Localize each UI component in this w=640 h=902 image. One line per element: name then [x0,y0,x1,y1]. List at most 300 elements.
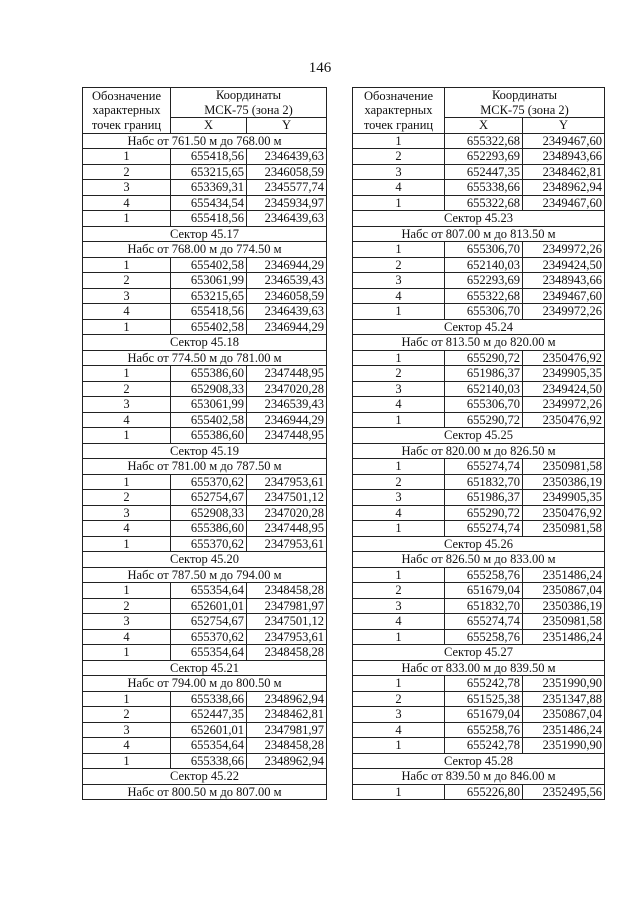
point-row [353,505,605,521]
y-coordinate: 2350981,58 [523,521,605,537]
section-label: Сектор 45.26 [353,536,605,552]
x-coordinate: 655418,56 [171,304,247,320]
point-row [83,490,327,506]
point-row [83,195,327,211]
point-number: 2 [353,149,445,165]
point-number: 3 [353,490,445,506]
coordinates-table-left [82,87,327,800]
y-coordinate: 2346944,29 [247,319,327,335]
section-row [353,428,605,444]
section-row [353,753,605,769]
section-label: Набс от 839.50 м до 846.00 м [353,769,605,785]
point-row [83,598,327,614]
point-row [353,164,605,180]
x-coordinate: 655402,58 [171,412,247,428]
section-row [353,226,605,242]
x-coordinate: 652908,33 [171,381,247,397]
x-coordinate: 655242,78 [445,738,523,754]
section-row [83,443,327,459]
point-row [83,164,327,180]
point-number: 3 [353,707,445,723]
y-coordinate: 2350386,19 [523,474,605,490]
x-coordinate: 653061,99 [171,397,247,413]
point-row [83,536,327,552]
x-coordinate: 655354,64 [171,738,247,754]
y-coordinate: 2346539,43 [247,397,327,413]
y-coordinate: 2346058,59 [247,288,327,304]
section-row [83,335,327,351]
point-row [353,490,605,506]
point-row [83,412,327,428]
x-coordinate: 651525,38 [445,691,523,707]
point-number: 1 [353,459,445,475]
point-number: 2 [83,598,171,614]
x-coordinate: 651679,04 [445,707,523,723]
point-row [83,738,327,754]
point-number: 1 [353,784,445,800]
point-row [353,397,605,413]
y-coordinate: 2346439,63 [247,149,327,165]
point-number: 3 [353,273,445,289]
y-coordinate: 2348943,66 [523,273,605,289]
y-coordinate: 2348962,94 [523,180,605,196]
point-number: 2 [83,490,171,506]
x-header: X [171,118,247,134]
point-number: 4 [353,288,445,304]
point-number: 2 [353,691,445,707]
point-row [83,691,327,707]
point-number: 1 [83,211,171,227]
x-coordinate: 653215,65 [171,164,247,180]
point-number: 1 [353,195,445,211]
x-coordinate: 655226,80 [445,784,523,800]
y-coordinate: 2351990,90 [523,738,605,754]
x-coordinate: 655306,70 [445,242,523,258]
point-number: 1 [83,319,171,335]
y-coordinate: 2349972,26 [523,304,605,320]
point-number: 1 [353,304,445,320]
point-row [353,459,605,475]
x-coordinate: 655338,66 [445,180,523,196]
x-coordinate: 651679,04 [445,583,523,599]
point-row [353,521,605,537]
point-row [83,304,327,320]
header-line: Координаты [215,88,282,102]
header-line: Обозначение [91,88,162,103]
y-coordinate: 2349972,26 [523,397,605,413]
x-coordinate: 653215,65 [171,288,247,304]
point-number: 3 [83,288,171,304]
section-row [83,769,327,785]
x-coordinate: 653369,31 [171,180,247,196]
section-row [83,242,327,258]
point-number: 4 [353,722,445,738]
section-label: Сектор 45.22 [83,769,327,785]
point-number: 1 [353,567,445,583]
y-coordinate: 2346439,63 [247,304,327,320]
y-coordinate: 2346944,29 [247,412,327,428]
point-row [83,319,327,335]
point-number: 4 [353,397,445,413]
point-number: 1 [83,428,171,444]
point-number: 4 [353,180,445,196]
y-coordinate: 2348458,28 [247,738,327,754]
x-coordinate: 652908,33 [171,505,247,521]
header-line: Координаты [491,88,558,102]
x-coordinate: 655290,72 [445,350,523,366]
point-row [83,753,327,769]
y-coordinate: 2349905,35 [523,366,605,382]
section-label: Сектор 45.17 [83,226,327,242]
section-label: Набс от 761.50 м до 768.00 м [83,133,327,149]
y-coordinate: 2346944,29 [247,257,327,273]
x-coordinate: 655354,64 [171,583,247,599]
point-number: 1 [83,645,171,661]
point-number: 3 [353,381,445,397]
y-coordinate: 2349972,26 [523,242,605,258]
point-row [353,242,605,258]
x-coordinate: 655274,74 [445,459,523,475]
point-row [353,288,605,304]
section-row [83,784,327,800]
coordinates-table-right [352,87,605,800]
y-coordinate: 2348962,94 [247,753,327,769]
y-coordinate: 2347981,97 [247,722,327,738]
section-label: Набс от 800.50 м до 807.00 м [83,784,327,800]
y-coordinate: 2351990,90 [523,676,605,692]
point-row [83,180,327,196]
point-number: 1 [83,583,171,599]
section-label: Сектор 45.23 [353,211,605,227]
y-coordinate: 2351486,24 [523,629,605,645]
section-label: Сектор 45.20 [83,552,327,568]
y-coordinate: 2347981,97 [247,598,327,614]
point-row [83,366,327,382]
y-coordinate: 2347501,12 [247,490,327,506]
y-coordinate: 2347020,28 [247,381,327,397]
point-number: 2 [83,707,171,723]
point-number: 1 [83,536,171,552]
point-row [83,288,327,304]
y-coordinate: 2349467,60 [523,195,605,211]
y-coordinate: 2350386,19 [523,598,605,614]
section-label: Сектор 45.21 [83,660,327,676]
point-row [83,211,327,227]
x-coordinate: 655258,76 [445,629,523,645]
y-coordinate: 2352495,56 [523,784,605,800]
header-line: характерных [364,103,433,117]
section-label: Набс от 813.50 м до 820.00 м [353,335,605,351]
x-coordinate: 652601,01 [171,598,247,614]
point-number: 3 [353,164,445,180]
section-label: Набс от 833.00 м до 839.50 м [353,660,605,676]
y-coordinate: 2346058,59 [247,164,327,180]
point-number: 3 [83,614,171,630]
point-number: 1 [83,474,171,490]
x-coordinate: 651832,70 [445,598,523,614]
point-number: 4 [83,412,171,428]
point-number: 2 [83,381,171,397]
y-header: Y [523,118,605,134]
point-row [353,257,605,273]
point-number: 3 [353,598,445,614]
section-row [353,552,605,568]
y-coordinate: 2348462,81 [523,164,605,180]
x-coordinate: 651832,70 [445,474,523,490]
section-row [353,536,605,552]
y-coordinate: 2350867,04 [523,707,605,723]
y-coordinate: 2346539,43 [247,273,327,289]
point-number: 2 [353,366,445,382]
point-row [83,397,327,413]
y-coordinate: 2350867,04 [523,583,605,599]
point-row [353,691,605,707]
y-coordinate: 2350981,58 [523,459,605,475]
x-coordinate: 653061,99 [171,273,247,289]
point-number: 1 [353,521,445,537]
point-number: 1 [353,676,445,692]
point-row [83,722,327,738]
point-row [83,257,327,273]
point-row [83,629,327,645]
point-number: 3 [83,505,171,521]
point-number: 1 [83,149,171,165]
x-coordinate: 655354,64 [171,645,247,661]
y-coordinate: 2348962,94 [247,691,327,707]
point-row [353,598,605,614]
point-row [353,784,605,800]
point-row [353,722,605,738]
page-number: 146 [308,60,332,76]
y-coordinate: 2348458,28 [247,583,327,599]
x-coordinate: 655290,72 [445,505,523,521]
x-coordinate: 655322,68 [445,195,523,211]
section-row [353,645,605,661]
section-row [83,567,327,583]
point-number: 2 [353,583,445,599]
x-coordinate: 655258,76 [445,722,523,738]
section-row [83,459,327,475]
point-number: 2 [353,474,445,490]
section-row [353,211,605,227]
section-label: Набс от 826.50 м до 833.00 м [353,552,605,568]
x-coordinate: 652447,35 [171,707,247,723]
point-number: 2 [83,273,171,289]
x-coordinate: 652293,69 [445,149,523,165]
point-number: 4 [353,505,445,521]
point-row [83,505,327,521]
y-coordinate: 2350981,58 [523,614,605,630]
x-coordinate: 655306,70 [445,304,523,320]
y-coordinate: 2345577,74 [247,180,327,196]
point-designation-header [83,88,171,134]
point-number: 4 [83,304,171,320]
point-number: 1 [83,366,171,382]
y-coordinate: 2348462,81 [247,707,327,723]
section-row [353,769,605,785]
x-header: X [445,118,523,134]
header-line: точек границ [91,117,162,132]
point-row [83,149,327,165]
section-row [353,443,605,459]
point-row [353,629,605,645]
y-coordinate: 2350476,92 [523,505,605,521]
section-row [83,350,327,366]
y-coordinate: 2347448,95 [247,428,327,444]
point-number: 3 [83,722,171,738]
point-row [353,304,605,320]
x-coordinate: 652754,67 [171,614,247,630]
point-row [83,428,327,444]
header-line: МСК-75 (зона 2) [204,102,293,117]
point-number: 3 [83,180,171,196]
section-label: Сектор 45.28 [353,753,605,769]
header-line: характерных [92,103,161,117]
section-label: Набс от 820.00 м до 826.50 м [353,443,605,459]
x-coordinate: 655274,74 [445,614,523,630]
point-row [83,381,327,397]
header-line: точек границ [363,117,434,132]
point-number: 1 [353,133,445,149]
point-number: 4 [83,521,171,537]
y-coordinate: 2347448,95 [247,521,327,537]
header-line: Обозначение [363,88,434,103]
header-line: МСК-75 (зона 2) [480,102,569,117]
x-coordinate: 652140,03 [445,381,523,397]
y-coordinate: 2349424,50 [523,257,605,273]
y-coordinate: 2347953,61 [247,629,327,645]
point-row [353,567,605,583]
section-label: Сектор 45.19 [83,443,327,459]
x-coordinate: 655338,66 [171,691,247,707]
section-label: Набс от 781.00 м до 787.50 м [83,459,327,475]
section-row [83,133,327,149]
x-coordinate: 651986,37 [445,366,523,382]
point-number: 1 [353,738,445,754]
section-row [83,226,327,242]
point-row [353,412,605,428]
point-number: 2 [83,164,171,180]
point-row [83,707,327,723]
point-row [353,676,605,692]
point-number: 1 [83,691,171,707]
y-coordinate: 2348943,66 [523,149,605,165]
x-coordinate: 655418,56 [171,149,247,165]
point-row [83,583,327,599]
y-coordinate: 2347501,12 [247,614,327,630]
y-coordinate: 2347953,61 [247,474,327,490]
section-row [83,676,327,692]
section-label: Набс от 774.50 м до 781.00 м [83,350,327,366]
point-row [353,738,605,754]
x-coordinate: 655338,66 [171,753,247,769]
section-label: Сектор 45.24 [353,319,605,335]
x-coordinate: 652754,67 [171,490,247,506]
section-row [83,660,327,676]
point-row [353,583,605,599]
x-coordinate: 655370,62 [171,629,247,645]
point-row [353,273,605,289]
point-row [353,180,605,196]
coordinates-header [171,88,327,118]
y-coordinate: 2351486,24 [523,722,605,738]
x-coordinate: 655322,68 [445,133,523,149]
y-coordinate: 2349467,60 [523,133,605,149]
y-coordinate: 2347953,61 [247,536,327,552]
y-coordinate: 2351486,24 [523,567,605,583]
point-number: 1 [83,257,171,273]
point-row [83,521,327,537]
x-coordinate: 655386,60 [171,428,247,444]
x-coordinate: 655402,58 [171,257,247,273]
point-number: 4 [83,195,171,211]
section-label: Набс от 787.50 м до 794.00 м [83,567,327,583]
x-coordinate: 655370,62 [171,474,247,490]
x-coordinate: 652601,01 [171,722,247,738]
y-coordinate: 2351347,88 [523,691,605,707]
point-row [353,381,605,397]
point-row [353,350,605,366]
y-coordinate: 2348458,28 [247,645,327,661]
section-row [83,552,327,568]
point-number: 4 [353,614,445,630]
point-number: 2 [353,257,445,273]
y-coordinate: 2347448,95 [247,366,327,382]
section-label: Набс от 807.00 м до 813.50 м [353,226,605,242]
section-row [353,660,605,676]
point-number: 1 [353,242,445,258]
point-row [83,273,327,289]
point-number: 3 [83,397,171,413]
x-coordinate: 655418,56 [171,211,247,227]
y-coordinate: 2349905,35 [523,490,605,506]
section-label: Сектор 45.18 [83,335,327,351]
point-number: 4 [83,738,171,754]
point-number: 1 [83,753,171,769]
section-label: Сектор 45.27 [353,645,605,661]
section-label: Набс от 768.00 м до 774.50 м [83,242,327,258]
x-coordinate: 652447,35 [445,164,523,180]
y-coordinate: 2350476,92 [523,350,605,366]
x-coordinate: 652293,69 [445,273,523,289]
point-number: 1 [353,412,445,428]
point-row [353,474,605,490]
section-label: Сектор 45.25 [353,428,605,444]
coordinates-header [445,88,605,118]
point-row [353,195,605,211]
y-coordinate: 2346439,63 [247,211,327,227]
x-coordinate: 655402,58 [171,319,247,335]
x-coordinate: 655386,60 [171,521,247,537]
point-row [83,474,327,490]
x-coordinate: 655242,78 [445,676,523,692]
x-coordinate: 655258,76 [445,567,523,583]
x-coordinate: 655290,72 [445,412,523,428]
y-coordinate: 2349467,60 [523,288,605,304]
x-coordinate: 655370,62 [171,536,247,552]
point-number: 4 [83,629,171,645]
point-row [353,133,605,149]
x-coordinate: 655434,54 [171,195,247,211]
x-coordinate: 655322,68 [445,288,523,304]
point-number: 1 [353,629,445,645]
point-row [83,614,327,630]
point-row [353,707,605,723]
section-row [353,335,605,351]
x-coordinate: 651986,37 [445,490,523,506]
x-coordinate: 655306,70 [445,397,523,413]
y-coordinate: 2345934,97 [247,195,327,211]
